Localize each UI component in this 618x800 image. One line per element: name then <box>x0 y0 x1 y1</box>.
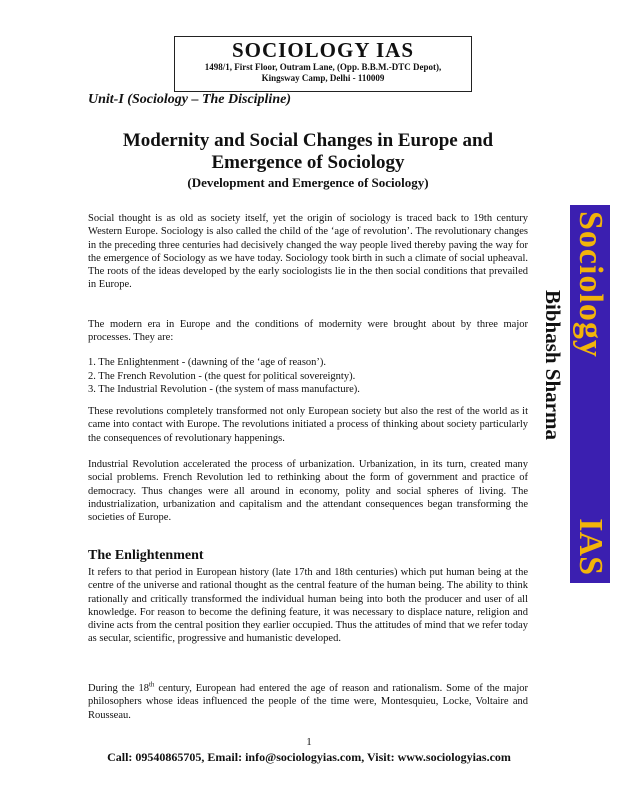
paragraph-philosophers <box>88 682 528 722</box>
document-subtitle: (Development and Emergence of Sociology) <box>187 175 429 190</box>
author-name: Bibhash Sharma <box>541 290 565 440</box>
process-list <box>88 356 528 397</box>
paragraph-enlightenment: It refers to that period in European history (late 17th and 18th centuries) which put human being at the centre of the universe and rational thought as the central feature of the human being. The ability to think rationally and critically transformed the individual human being into both the producer and user of all knowledge. For reason to become the defining feature, it was necessary to displace nature, religion and divine acts from the central position they earlier occupied. Thus the attitudes of mind that we refer today as secular, scientific, progressive and humanistic developed. <box>88 567 528 645</box>
author-watermark <box>536 290 570 580</box>
unit-heading: Unit-I (Sociology – The Discipline) <box>88 92 291 107</box>
logo-title: SOCIOLOGY IAS <box>231 38 414 62</box>
page-number: 1 <box>306 736 312 748</box>
banner-word: Sociology <box>572 211 609 358</box>
paragraph-revolutions: These revolutions completely transformed not only European society but also the rest of the world as it came into contact with Europe. The revolutions initiated a process of thinking about society particularly the consequences of revolutionary happenings. <box>88 406 528 444</box>
banner-content <box>570 205 610 583</box>
document-title <box>88 130 528 174</box>
list-item: 1. The Enlightenment - (dawning of the ‘age of reason’). <box>88 357 327 368</box>
address-line-2: Kingsway Camp, Delhi - 110009 <box>261 73 385 83</box>
address-line-1: 1498/1, First Floor, Outram Lane, (Opp. B.B.M.-DTC Depot), <box>204 62 442 72</box>
footer-contact: Call: 09540865705, Email: info@sociologyias.com, Visit: www.sociologyias.com <box>107 750 511 764</box>
paragraph-industrial: Industrial Revolution accelerated the process of urbanization. Urbanization, in its turn, created many social problems. French Revolution led to rethinking about the form of government and practice of democracy. Thus changes were all around in economy, polity and social spheres of living. The industrialization, urbanization and capitalism and the attendant consequences began transforming the societies of Europe. <box>88 459 528 524</box>
banner-ias: IAS <box>572 518 609 575</box>
text-fragment: century, European had entered the age of reason and rationalism. Some of the major philosophers whose ideas influenced the people of the time were, Montesquieu, Locke, Voltaire and Rousseau. <box>88 683 528 721</box>
list-item: 2. The French Revolution - (the quest for political sovereignty). <box>88 370 356 382</box>
title-line-2: Emergence of Sociology <box>211 152 405 173</box>
paragraph-intro: Social thought is as old as society itself, yet the origin of sociology is traced back to 19th century Western Europe. Sociology is also called the child of the ‘age of revolution’. The revolutionary changes in the preceding three centuries had decisively changed the way people lived thereby paving the way for the emergence of Sociology as we have today. Sociology took birth in such a climate of social upheaval. The roots of the ideas developed by the early sociologists lie in the then social conditions that prevailed in Europe. <box>88 213 528 291</box>
superscript: th <box>148 680 155 689</box>
brand-banner <box>570 205 610 583</box>
text-fragment: During the 18 <box>88 683 149 694</box>
logo-box <box>174 36 472 92</box>
section-heading: The Enlightenment <box>88 548 204 563</box>
paragraph-modern-era: The modern era in Europe and the conditions of modernity were brought about by three major processes. They are: <box>88 319 528 344</box>
list-item: 3. The Industrial Revolution - (the system of mass manufacture). <box>88 384 360 395</box>
title-line-1: Modernity and Social Changes in Europe and <box>122 130 494 151</box>
